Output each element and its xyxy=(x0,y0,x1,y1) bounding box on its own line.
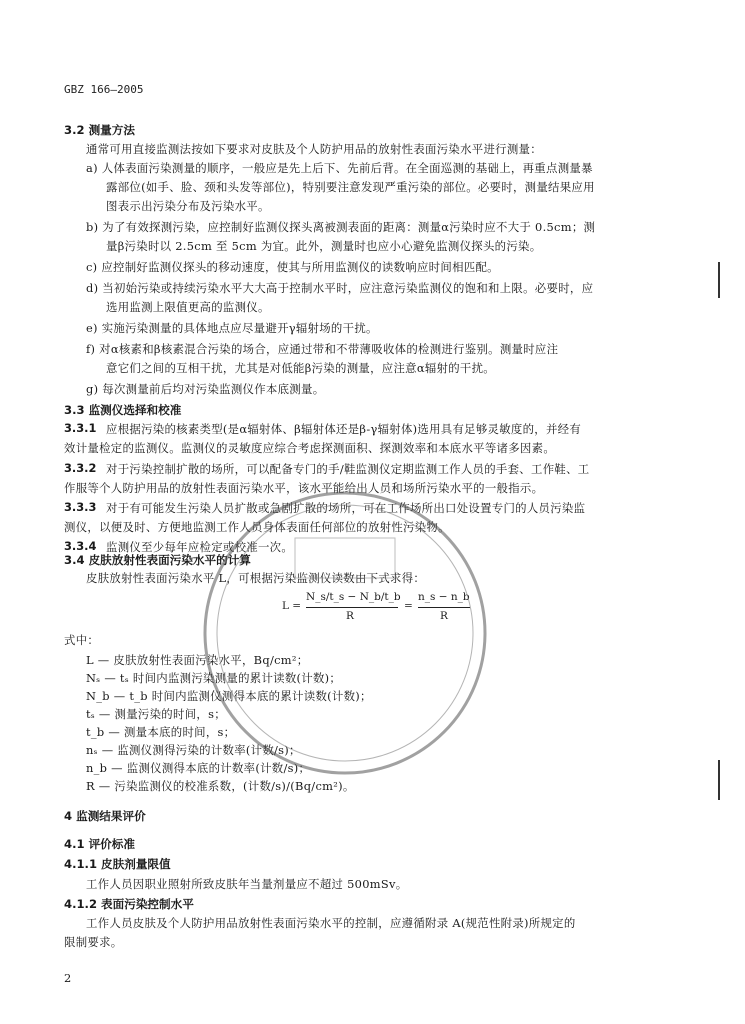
where-item: nₛ — 监测仪测得污染的计数率(计数/s)； xyxy=(86,743,301,757)
clause-3-3-2-number: 3.3.2 xyxy=(64,461,97,475)
item-a-line3: 图表示出污染分布及污染水平。 xyxy=(106,199,270,213)
section-4-1-2-heading: 4.1.2 表面污染控制水平 xyxy=(64,897,194,911)
section-3-2-intro: 通常可用直接监测法按如下要求对皮肤及个人防护用品的放射性表面污染水平进行测量： xyxy=(86,142,542,156)
section-4-1-2-line2: 限制要求。 xyxy=(64,935,123,949)
clause-3-3-1-line1: 应根据污染的核素类型(是α辐射体、β辐射体还是β-γ辐射体)选用具有足够灵敏度的，并经有 xyxy=(106,422,582,436)
section-4-1-1-heading: 4.1.1 皮肤剂量限值 xyxy=(64,857,171,871)
item-d-line1: d) 当初始污染或持续污染水平大大高于控制水平时，应注意污染监测仪的饱和和上限。必要时，应 xyxy=(86,281,594,295)
item-b-line1: b) 为了有效探测污染，应控制好监测仪探头离被测表面的距离：测量α污染时应不大于 0.5cm；测 xyxy=(86,220,596,234)
clause-3-3-2-line1: 对于污染控制扩散的场所，可以配备专门的手/鞋监测仪定期监测工作人员的手套、工作鞋、工 xyxy=(106,462,590,476)
item-g-line1: g) 每次测量前后均对污染监测仪作本底测量。 xyxy=(86,382,325,396)
scan-edge-mark xyxy=(718,760,720,800)
section-4-1-heading: 4.1 评价标准 xyxy=(64,837,135,851)
clause-3-3-3-number: 3.3.3 xyxy=(64,500,97,514)
item-c-line1: c) 应控制好监测仪探头的移动速度，使其与所用监测仪的读数响应时间相匹配。 xyxy=(86,260,499,274)
item-b-line2: 量β污染时以 2.5cm 至 5cm 为宜。此外，测量时也应小心避免监测仪探头的污染。 xyxy=(106,239,542,253)
clause-3-3-1-line2: 效计量检定的监测仪。监测仪的灵敏度应综合考虑探测面积、探测效率和本底水平等诸多因素。 xyxy=(64,441,556,455)
section-3-4-intro: 皮肤放射性表面污染水平 L，可根据污染监测仪读数由下式求得： xyxy=(86,571,426,585)
where-item: R — 污染监测仪的校准系数，(计数/s)/(Bq/cm²)。 xyxy=(86,779,355,793)
section-4-heading: 4 监测结果评价 xyxy=(64,809,146,823)
standard-code-header: GBZ 166—2005 xyxy=(64,83,144,96)
clause-3-3-4-line1: 监测仪至少每年应检定或校准一次。 xyxy=(106,540,294,554)
where-item: t_b — 测量本底的时间，s； xyxy=(86,725,236,739)
where-item: Nₛ — tₛ 时间内监测污染测量的累计读数(计数)； xyxy=(86,671,342,685)
where-item: L — 皮肤放射性表面污染水平，Bq/cm²； xyxy=(86,653,309,667)
where-item: n_b — 监测仪测得本底的计数率(计数/s)； xyxy=(86,761,311,775)
formula-equals: = xyxy=(404,600,413,612)
where-item: N_b — t_b 时间内监测仪测得本底的累计读数(计数)； xyxy=(86,689,372,703)
clause-3-3-3-line1: 对于有可能发生污染人员扩散或急剧扩散的场所，可在工作场所出口处设置专门的人员污染监 xyxy=(106,501,586,515)
section-4-1-1-text: 工作人员因职业照射所致皮肤年当量剂量应不超过 500mSv。 xyxy=(86,877,408,891)
formula-lhs: L = xyxy=(282,600,302,612)
page-number: 2 xyxy=(64,971,72,985)
formula-numerator-2: n_s − n_b xyxy=(418,591,470,603)
formula-denominator-2: R xyxy=(440,610,448,622)
where-item: tₛ — 测量污染的时间，s； xyxy=(86,707,226,721)
item-d-line2: 选用监测上限值更高的监测仪。 xyxy=(106,300,270,314)
clause-3-3-1-number: 3.3.1 xyxy=(64,421,97,435)
section-3-3-heading: 3.3 监测仪选择和校准 xyxy=(64,403,182,417)
item-a-line1: a) 人体表面污染测量的顺序，一般应是先上后下、先前后背。在全面巡测的基础上，再重点测量暴 xyxy=(86,161,593,175)
where-label: 式中： xyxy=(64,633,100,647)
clause-3-3-4-number: 3.3.4 xyxy=(64,539,97,553)
item-f-line2: 意它们之间的互相干扰，尤其是对低能β污染的测量，应注意α辐射的干扰。 xyxy=(106,361,495,375)
formula-denominator-1: R xyxy=(346,610,354,622)
item-f-line1: f) 对α核素和β核素混合污染的场合，应通过带和不带薄吸收体的检测进行鉴别。测量时应注 xyxy=(86,342,559,356)
item-a-line2: 露部位(如手、脸、颈和头发等部位)，特别要注意发现严重污染的部位。必要时，测量结果应用 xyxy=(106,180,595,194)
section-3-2-heading: 3.2 测量方法 xyxy=(64,123,135,137)
scan-edge-mark xyxy=(718,262,720,298)
section-3-4-heading: 3.4 皮肤放射性表面污染水平的计算 xyxy=(64,553,251,567)
official-stamp-watermark xyxy=(195,478,495,788)
clause-3-3-3-line2: 测仪，以便及时、方便地监测工作人员身体表面任何部位的放射性污染物。 xyxy=(64,520,450,534)
section-4-1-2-line1: 工作人员皮肤及个人防护用品放射性表面污染水平的控制，应遵循附录 A(规范性附录)所规定的 xyxy=(86,916,576,930)
clause-3-3-2-line2: 作服等个人防护用品的放射性表面污染水平，该水平能给出人员和场所污染水平的一般指示。 xyxy=(64,481,544,495)
formula-numerator-1: N_s/t_s − N_b/t_b xyxy=(306,591,401,603)
item-e-line1: e) 实施污染测量的具体地点应尽量避开γ辐射场的干扰。 xyxy=(86,321,378,335)
